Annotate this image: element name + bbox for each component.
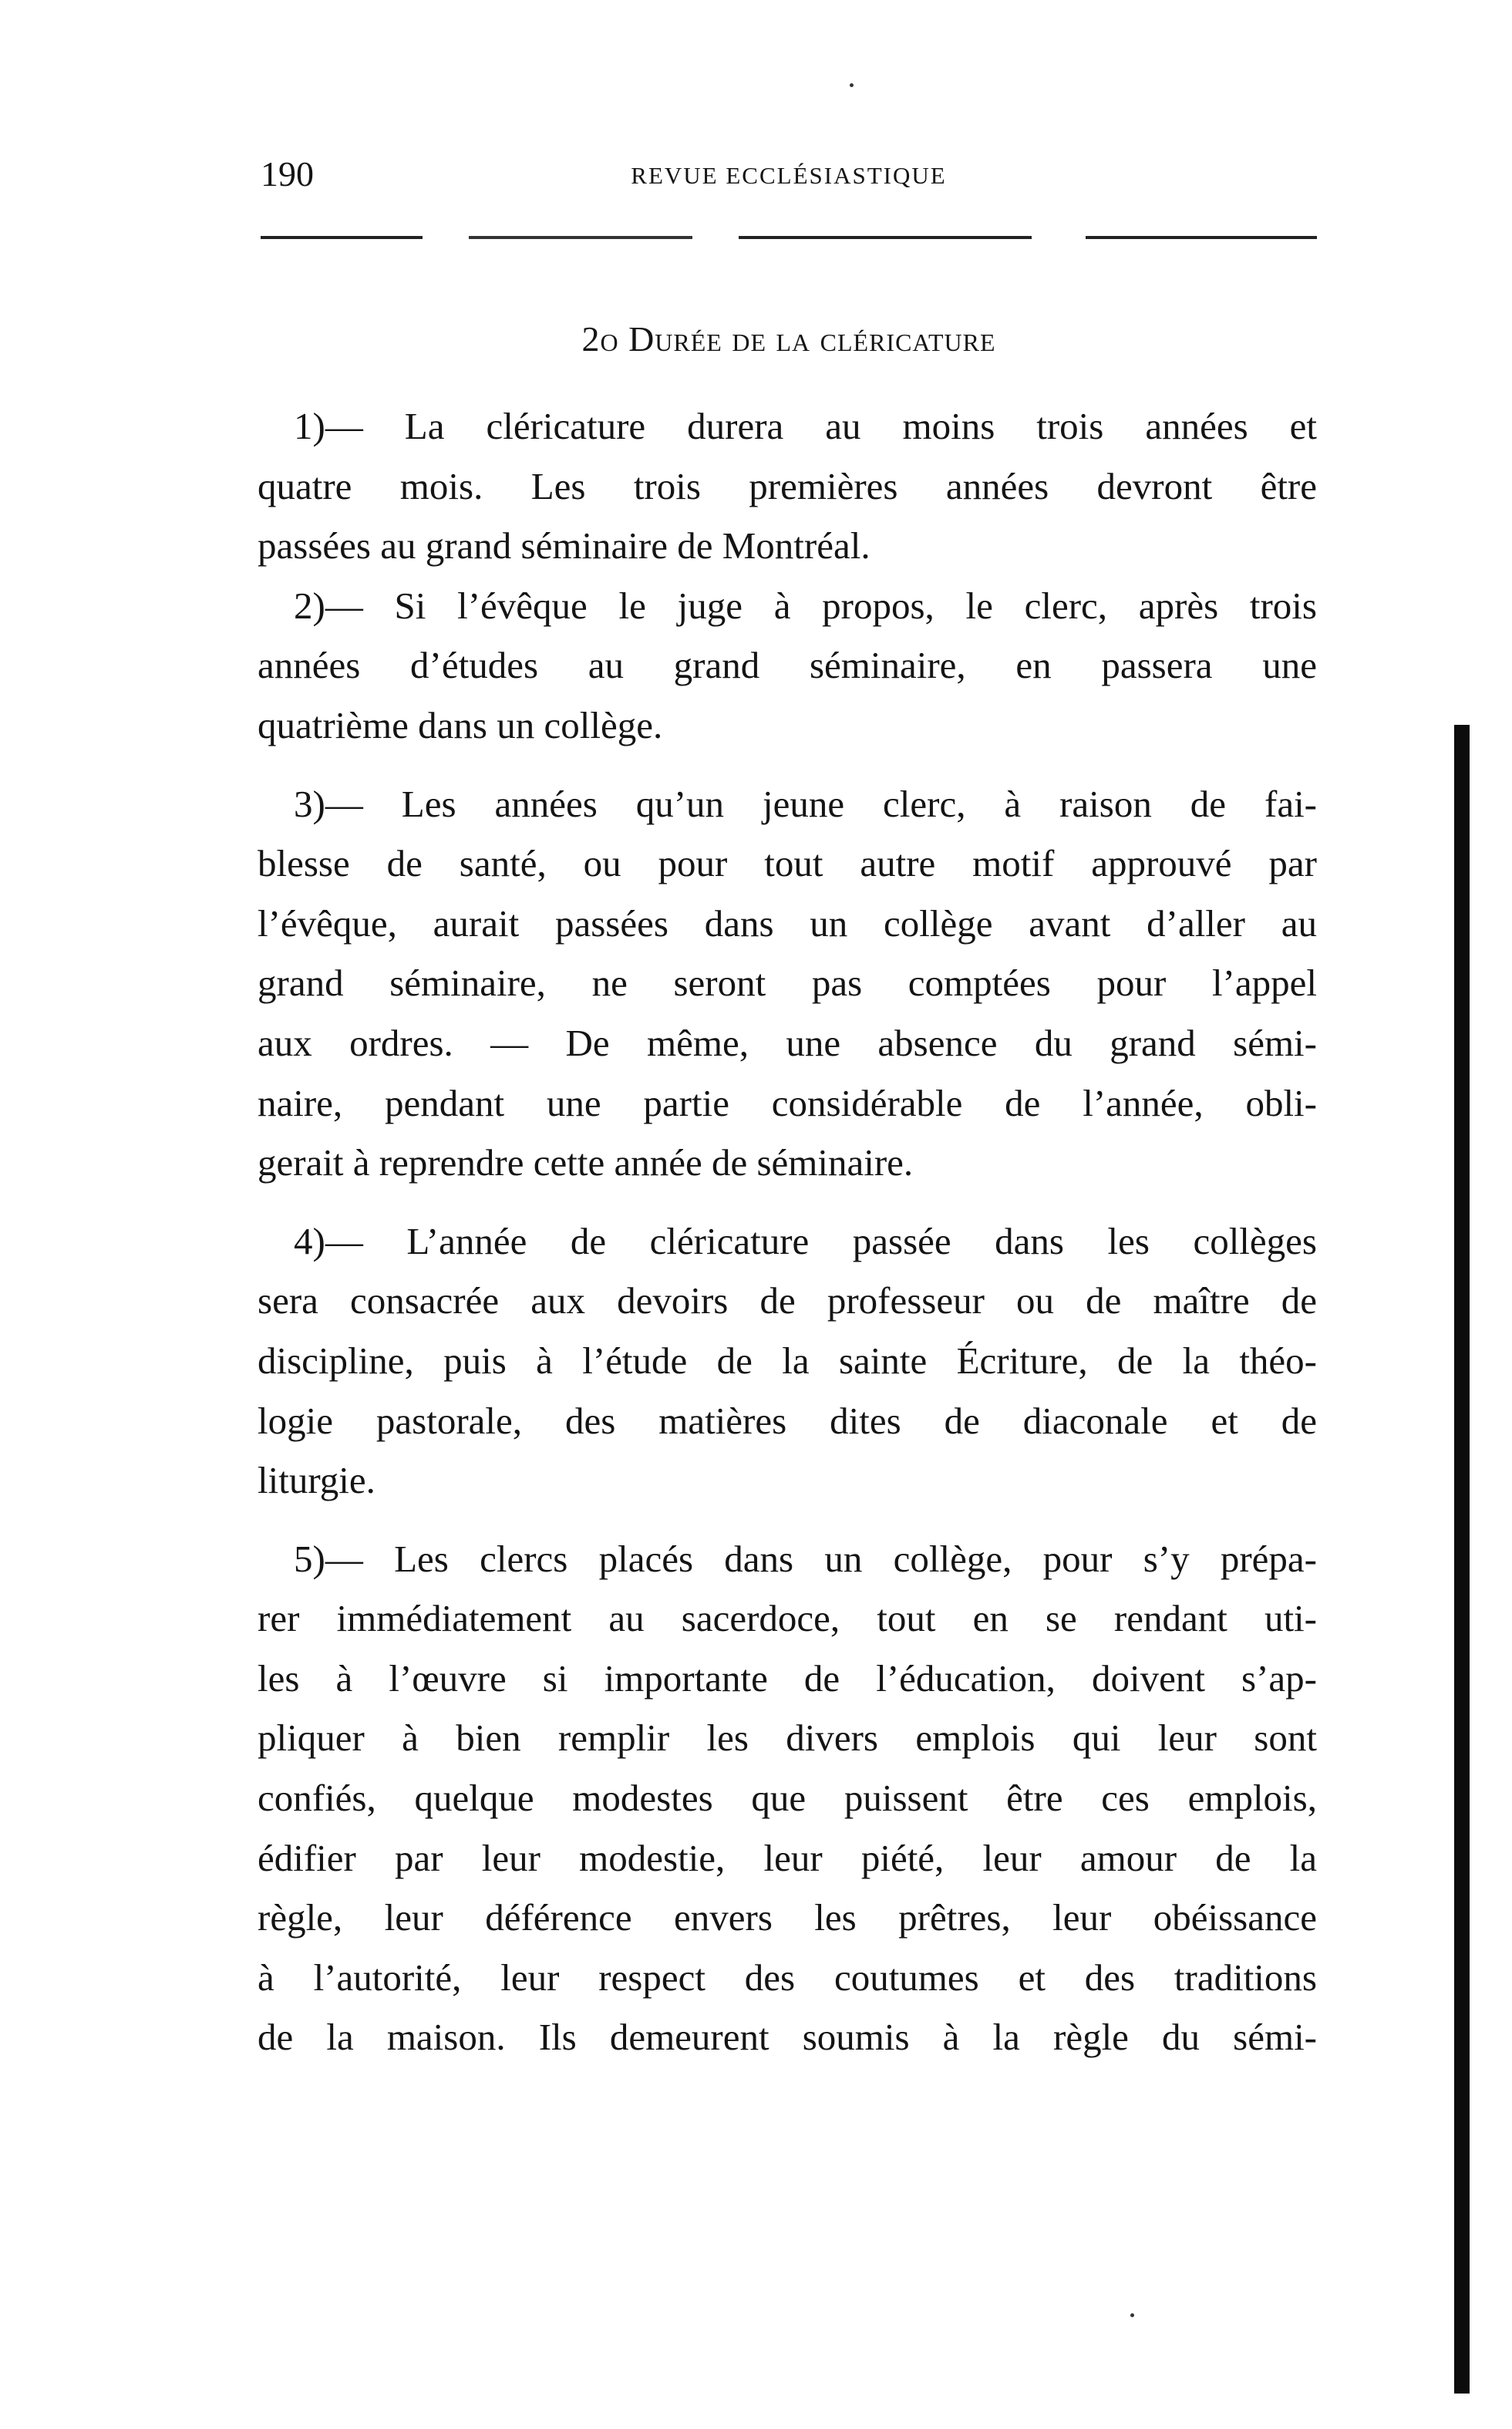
paragraph-gap (258, 1511, 1317, 1529)
text-line: 3)— Les années qu’un jeune clerc, à raison de fai- (294, 782, 1317, 825)
page-number: 190 (261, 154, 314, 194)
paragraph-gap (258, 1193, 1317, 1211)
text-line: liturgie. (258, 1459, 375, 1502)
text-line: 1)— La cléricature durera au moins trois années et (294, 405, 1317, 447)
text-line: gerait à reprendre cette année de séminaire. (258, 1141, 914, 1184)
scan-speck (1130, 2313, 1134, 2317)
text-line: rer immédiatement au sacerdoce, tout en se rendant uti- (258, 1597, 1317, 1640)
text-line: aux ordres. — De même, une absence du grand sémi- (258, 1021, 1317, 1064)
text-line: 5)— Les clercs placés dans un collège, pour s’y prépa- (294, 1537, 1317, 1580)
text-line: grand séminaire, ne seront pas comptées pour l’appel (258, 962, 1317, 1005)
text-line: quatre mois. Les trois premières années devront être (258, 464, 1317, 507)
text-line: blesse de santé, ou pour tout autre motif approuvé par (258, 842, 1317, 885)
body-text (258, 396, 1317, 2067)
text-line: discipline, puis à l’étude de la sainte Écriture, de la théo- (258, 1339, 1317, 1382)
text-line: passées au grand séminaire de Montréal. (258, 524, 870, 568)
text-line: édifier par leur modestie, leur piété, leur amour de la (258, 1836, 1317, 1879)
text-line: logie pastorale, des matières dites de diaconale et de (258, 1399, 1317, 1442)
text-line: sera consacrée aux devoirs de professeur ou de maître de (258, 1279, 1317, 1322)
text-line: quatrième dans un collège. (258, 703, 663, 746)
page-header (261, 151, 1317, 197)
running-title: REVUE ECCLÉSIASTIQUE (631, 162, 947, 189)
text-line: l’évêque, aurait passées dans un collège avant d’aller au (258, 901, 1317, 945)
text-line: confiés, quelque modestes que puissent être ces emplois, (258, 1777, 1317, 1820)
text-line: pliquer à bien remplir les divers emplois qui leur sont (258, 1716, 1317, 1760)
text-line: de la maison. Ils demeurent soumis à la règle du sémi- (258, 2016, 1317, 2059)
scan-speck (850, 83, 854, 87)
text-line: règle, leur déférence envers les prêtres, leur obéissance (258, 1896, 1317, 1939)
text-line: 2)— Si l’évêque le juge à propos, le clerc, après trois (294, 584, 1317, 627)
text-line: années d’études au grand séminaire, en passera une (258, 644, 1317, 687)
text-line: les à l’œuvre si importante de l’éducation, doivent s’ap- (258, 1656, 1317, 1700)
scan-edge-shadow (1454, 725, 1470, 2394)
text-line: 4)— L’année de cléricature passée dans les collèges (294, 1219, 1317, 1262)
text-line: naire, pendant une partie considérable de l’année, obli- (258, 1081, 1317, 1124)
header-rule (261, 236, 1317, 239)
paragraph-gap (258, 756, 1317, 774)
text-line: à l’autorité, leur respect des coutumes et des traditions (258, 1956, 1317, 1999)
section-title: 2o Durée de la cléricature (581, 319, 996, 359)
